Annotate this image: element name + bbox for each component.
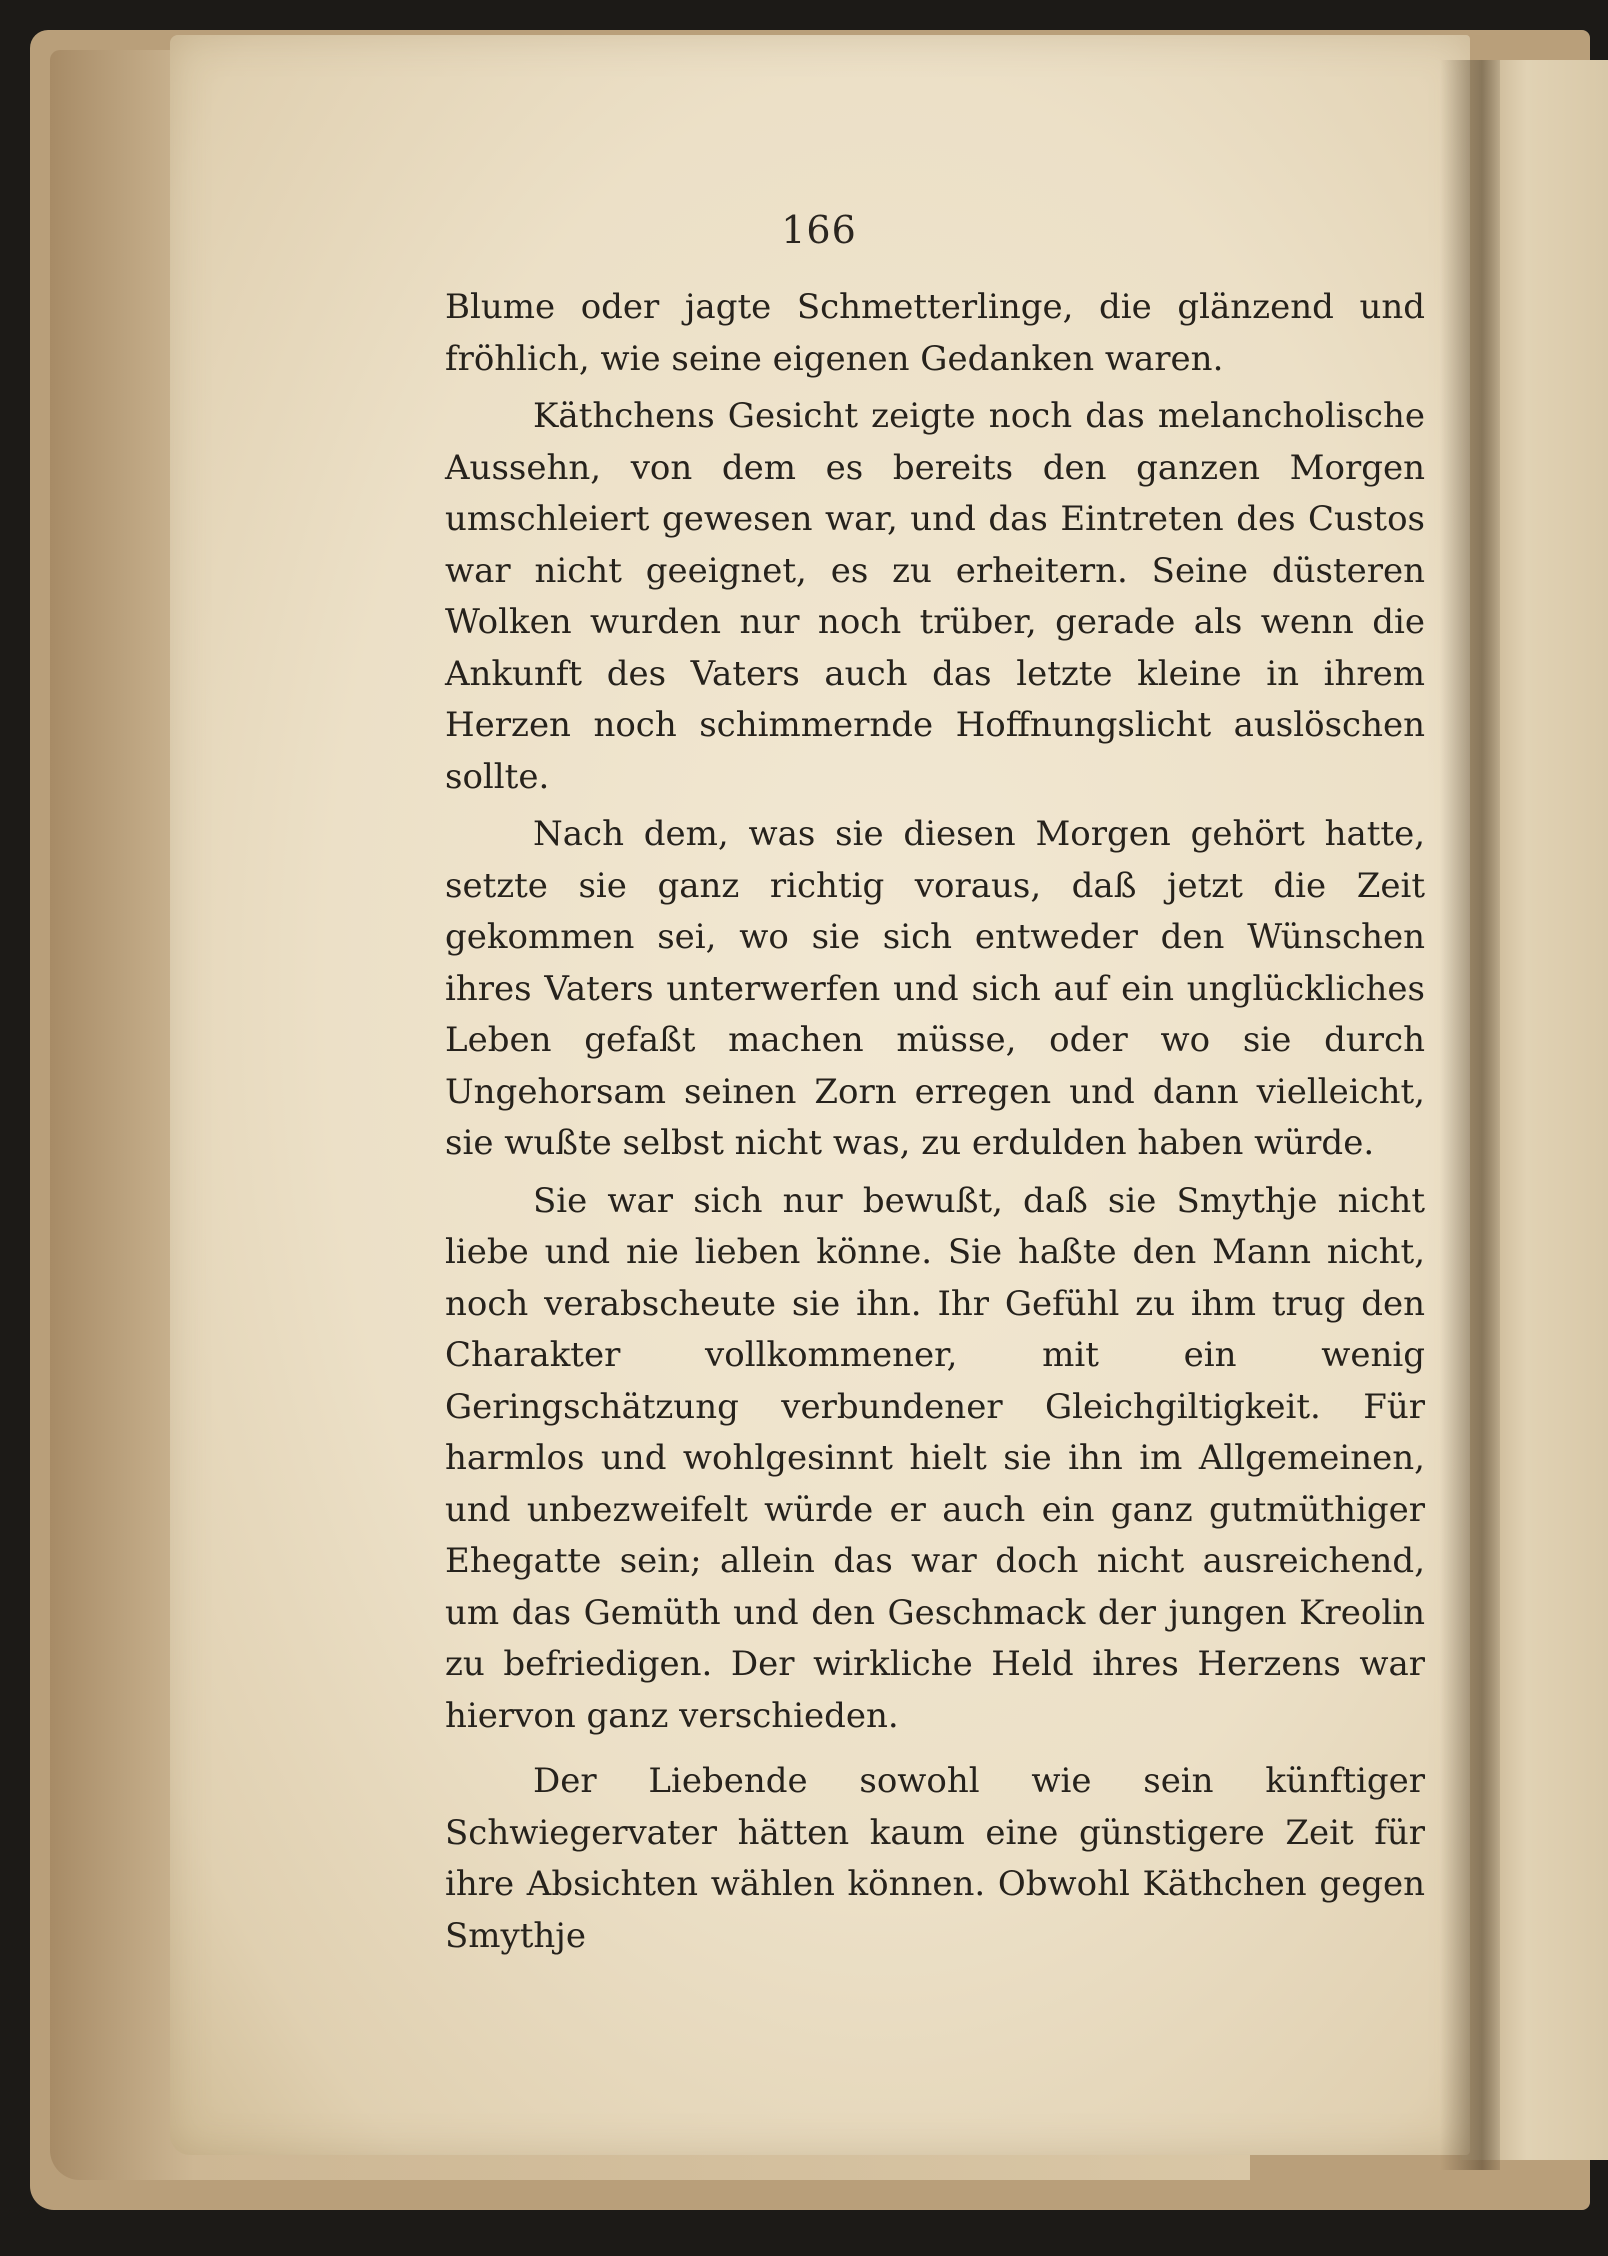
paragraph-1: Blume oder jagte Schmetterlinge, die glänzend und fröhlich, wie seine eigenen Gedanken waren. [445, 287, 1425, 379]
paragraph-2: Käthchens Gesicht zeigte noch das melancholische Aussehn, von dem es bereits den ganzen Morgen umschleiert gewesen war, und das Eintreten des Custos war nicht geeignet, es zu erheitern. Seine düsteren Wolken wurden nur noch trüber, gerade als wenn die Ankunft des Vaters auch das letzte kleine in ihrem Herzen noch schimmernde Hoffnungslicht auslöschen sollte. [445, 396, 1425, 797]
paragraph-5: Der Liebende sowohl wie sein künftiger Schwiegervater hätten kaum eine günstigere Zeit für ihre Absichten wählen können. Obwohl Käthchen gegen Smythje [445, 1761, 1425, 1956]
page-number: 166 [781, 208, 857, 252]
body-text [445, 282, 1425, 1968]
paragraph-3: Nach dem, was sie diesen Morgen gehört hatte, setzte sie ganz richtig voraus, daß jetzt die Zeit gekommen sei, wo sie sich entweder den Wünschen ihres Vaters unterwerfen und sich auf ein unglückliches Leben gefaßt machen müsse, oder wo sie durch Ungehorsam seinen Zorn erregen und dann vielleicht, sie wußte selbst nicht was, zu erdulden haben würde. [445, 814, 1425, 1163]
gutter-shadow [1440, 60, 1500, 2170]
paragraph-4: Sie war sich nur bewußt, daß sie Smythje nicht liebe und nie lieben könne. Sie haßte den Mann nicht, noch verabscheute sie ihn. Ihr Gefühl zu ihm trug den Charakter vollkommener, mit ein wenig Geringschätzung verbundener Gleichgiltigkeit. Für harmlos und wohlgesinnt hielt sie ihn im Allgemeinen, und unbezweifelt würde er auch ein ganz gutmüthiger Ehegatte sein; allein das war doch nicht ausreichend, um das Gemüth und den Geschmack der jungen Kreolin zu befriedigen. Der wirkliche Held ihres Herzens war hiervon ganz verschieden. [445, 1180, 1425, 1736]
